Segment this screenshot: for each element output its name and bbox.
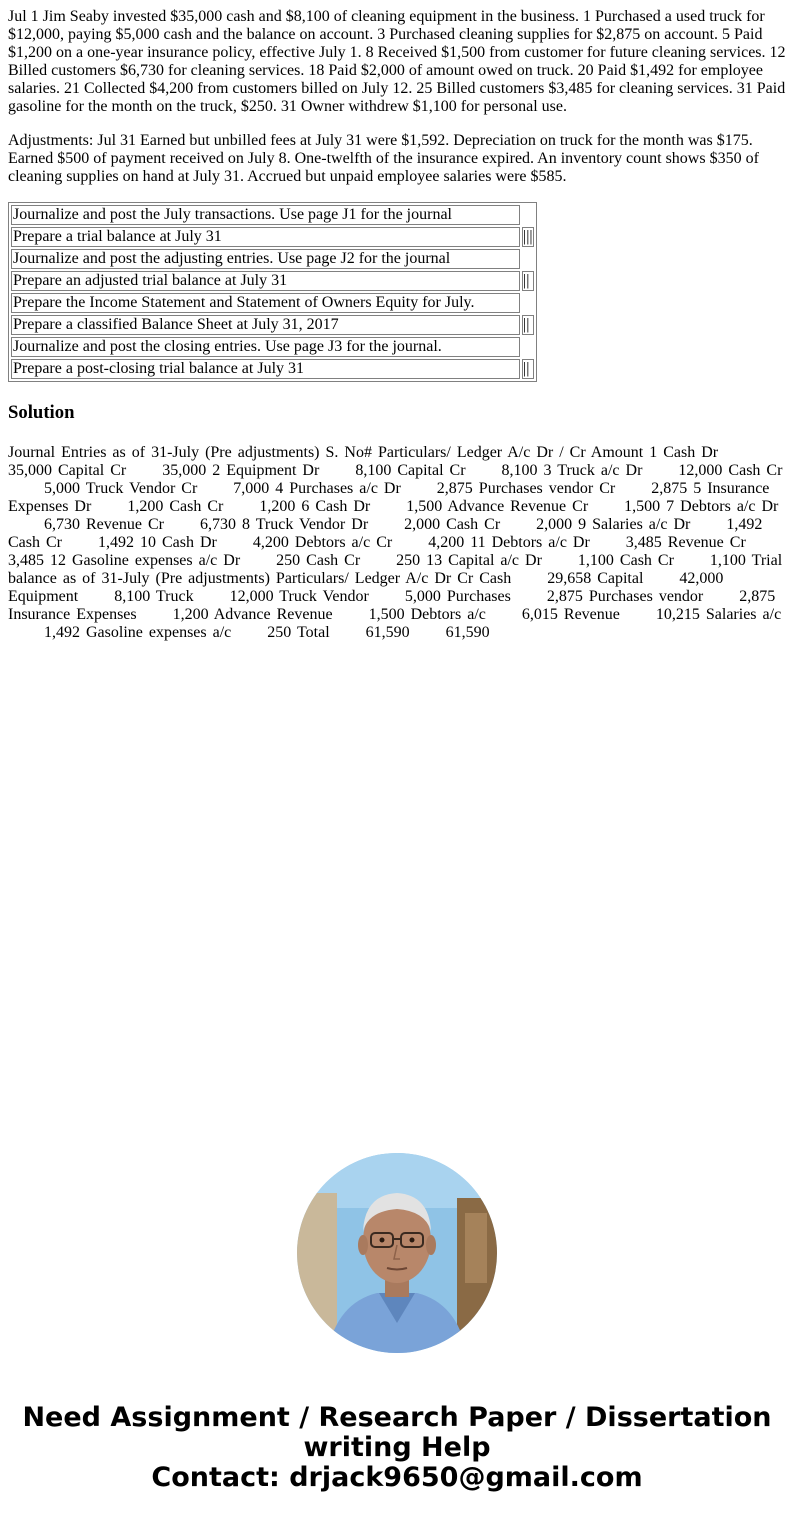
solution-segment: 1,100 Cash Cr: [577, 552, 674, 569]
solution-segment: 2,000 Cash Cr: [404, 516, 501, 533]
task-row: [11, 249, 534, 269]
solution-segment: 2,875 Insurance Expenses: [8, 588, 776, 623]
task-label: Prepare the Income Statement and Statement of Owners Equity for July.: [11, 293, 520, 313]
solution-segment: 8,100 Capital Cr: [355, 462, 466, 479]
solution-segment: 1,200 Advance Revenue: [172, 606, 333, 623]
solution-segment: 8,100 3 Truck a/c Dr: [501, 462, 643, 479]
solution-segment: 61,590: [445, 624, 490, 641]
solution-segment: 1,200 6 Cash Dr: [259, 498, 371, 515]
task-label: Prepare a trial balance at July 31: [11, 227, 520, 247]
solution-segment: 61,590: [365, 624, 410, 641]
task-label: Prepare a post-closing trial balance at July 31: [11, 359, 520, 379]
task-label: Journalize and post the July transactions. Use page J1 for the journal: [11, 205, 520, 225]
task-row: [11, 315, 534, 335]
task-marks: ||: [522, 271, 534, 291]
solution-segment: 35,000 2 Equipment Dr: [162, 462, 320, 479]
promo-line-2: writing Help: [303, 1432, 491, 1463]
solution-segment: 4,200 Debtors a/c Cr: [252, 534, 393, 551]
promo-line-1: Need Assignment / Research Paper / Dissertation: [22, 1402, 772, 1433]
solution-segment: 250 Cash Cr: [276, 552, 361, 569]
promo-contact: Contact: drjack9650@gmail.com: [151, 1462, 643, 1493]
task-row: [11, 205, 534, 225]
task-label: Prepare an adjusted trial balance at July 31: [11, 271, 520, 291]
task-marks: ||: [522, 315, 534, 335]
person-photo-icon: [297, 1153, 497, 1353]
solution-body: [8, 444, 787, 642]
solution-segment: 35,000 Capital Cr: [8, 462, 127, 479]
solution-segment: Journal Entries as of 31-July (Pre adjustments) S. No# Particulars/ Ledger A/c Dr / Cr Amount 1 Cash Dr: [8, 444, 719, 461]
task-label: Prepare a classified Balance Sheet at July 31, 2017: [11, 315, 520, 335]
solution-segment: 2,000 9 Salaries a/c Dr: [536, 516, 691, 533]
solution-segment: 1,100 Trial balance as of 31-July (Pre adjustments) Particulars/ Ledger A/c Dr Cr Cash: [8, 552, 783, 587]
solution-segment: 12,000 Truck Vendor: [229, 588, 369, 605]
solution-segment: 5,000 Truck Vendor Cr: [44, 480, 198, 497]
solution-segment: 6,015 Revenue: [521, 606, 620, 623]
transactions-paragraph: Jul 1 Jim Seaby invested $35,000 cash and $8,100 of cleaning equipment in the business. 1 Purchased a used truck for $12,000, paying $5,000 cash and the balance on account. 3 Purchased cleaning supplies for $2,875 on account. 5 Paid $1,200 on a one-year insurance policy, effective July 1. 8 Received $1,500 from customer for future cleaning services. 12 Billed customers $6,730 for cleaning services. 18 Paid $2,000 of amount owed on truck. 20 Paid $1,492 for employee salaries. 21 Collected $4,200 from customers billed on July 12. 25 Billed customers $3,485 for cleaning services. 31 Paid gasoline for the month on the truck, $250. 31 Owner withdrew $1,100 for personal use.: [8, 8, 786, 115]
promo-footer: [0, 1403, 794, 1493]
solution-segment: 5,000 Purchases: [404, 588, 511, 605]
solution-segment: 10,215 Salaries a/c: [655, 606, 782, 623]
solution-segment: 1,492 10 Cash Dr: [98, 534, 217, 551]
solution-segment: 12,000 Cash Cr: [678, 462, 783, 479]
solution-segment: 6,730 8 Truck Vendor Dr: [199, 516, 369, 533]
solution-segment: 1,500 Debtors a/c: [368, 606, 486, 623]
solution-segment: 1,500 Advance Revenue Cr: [406, 498, 589, 515]
solution-heading: Solution: [8, 402, 75, 423]
solution-segment: 4,200 11 Debtors a/c Dr: [428, 534, 590, 551]
task-row: [11, 271, 534, 291]
solution-segment: 1,492 Cash Cr: [8, 516, 763, 551]
solution-segment: 2,875 Purchases vendor Cr: [436, 480, 616, 497]
solution-segment: 7,000 4 Purchases a/c Dr: [233, 480, 401, 497]
task-row: [11, 293, 534, 313]
solution-segment: 250 13 Capital a/c Dr: [396, 552, 542, 569]
tasks-table: [8, 202, 537, 382]
page-content: [8, 8, 787, 642]
solution-segment: 1,200 Cash Cr: [127, 498, 224, 515]
task-label: Journalize and post the closing entries. Use page J3 for the journal.: [11, 337, 520, 357]
solution-segment: 1,500 7 Debtors a/c Dr: [624, 498, 779, 515]
solution-segment: 8,100 Truck: [114, 588, 194, 605]
task-marks: ||: [522, 359, 534, 379]
adjustments-paragraph: Adjustments: Jul 31 Earned but unbilled fees at July 31 were $1,592. Depreciation on truck for the month was $175. Earned $500 of payment received on July 8. One-twelfth of the insurance expired. An inventory count shows $350 of cleaning supplies on hand at July 31. Accrued but unpaid employee salaries were $585.: [8, 132, 759, 185]
solution-segment: 29,658 Capital: [547, 570, 644, 587]
solution-segment: 1,492 Gasoline expenses a/c: [44, 624, 232, 641]
solution-segment: 3,485 12 Gasoline expenses a/c Dr: [8, 552, 241, 569]
solution-segment: 2,875 Purchases vendor: [546, 588, 704, 605]
solution-segment: 3,485 Revenue Cr: [625, 534, 746, 551]
task-label: Journalize and post the adjusting entries. Use page J2 for the journal: [11, 249, 520, 269]
author-photo: [297, 1153, 497, 1353]
task-marks: |||: [523, 228, 533, 245]
task-row: [11, 337, 534, 357]
solution-segment: 6,730 Revenue Cr: [44, 516, 164, 533]
task-row: [11, 227, 534, 247]
solution-segment: 2,875 5 Insurance Expenses Dr: [8, 480, 770, 515]
task-row: [11, 359, 534, 379]
solution-segment: 250 Total: [267, 624, 330, 641]
solution-segment: 42,000 Equipment: [8, 570, 724, 605]
